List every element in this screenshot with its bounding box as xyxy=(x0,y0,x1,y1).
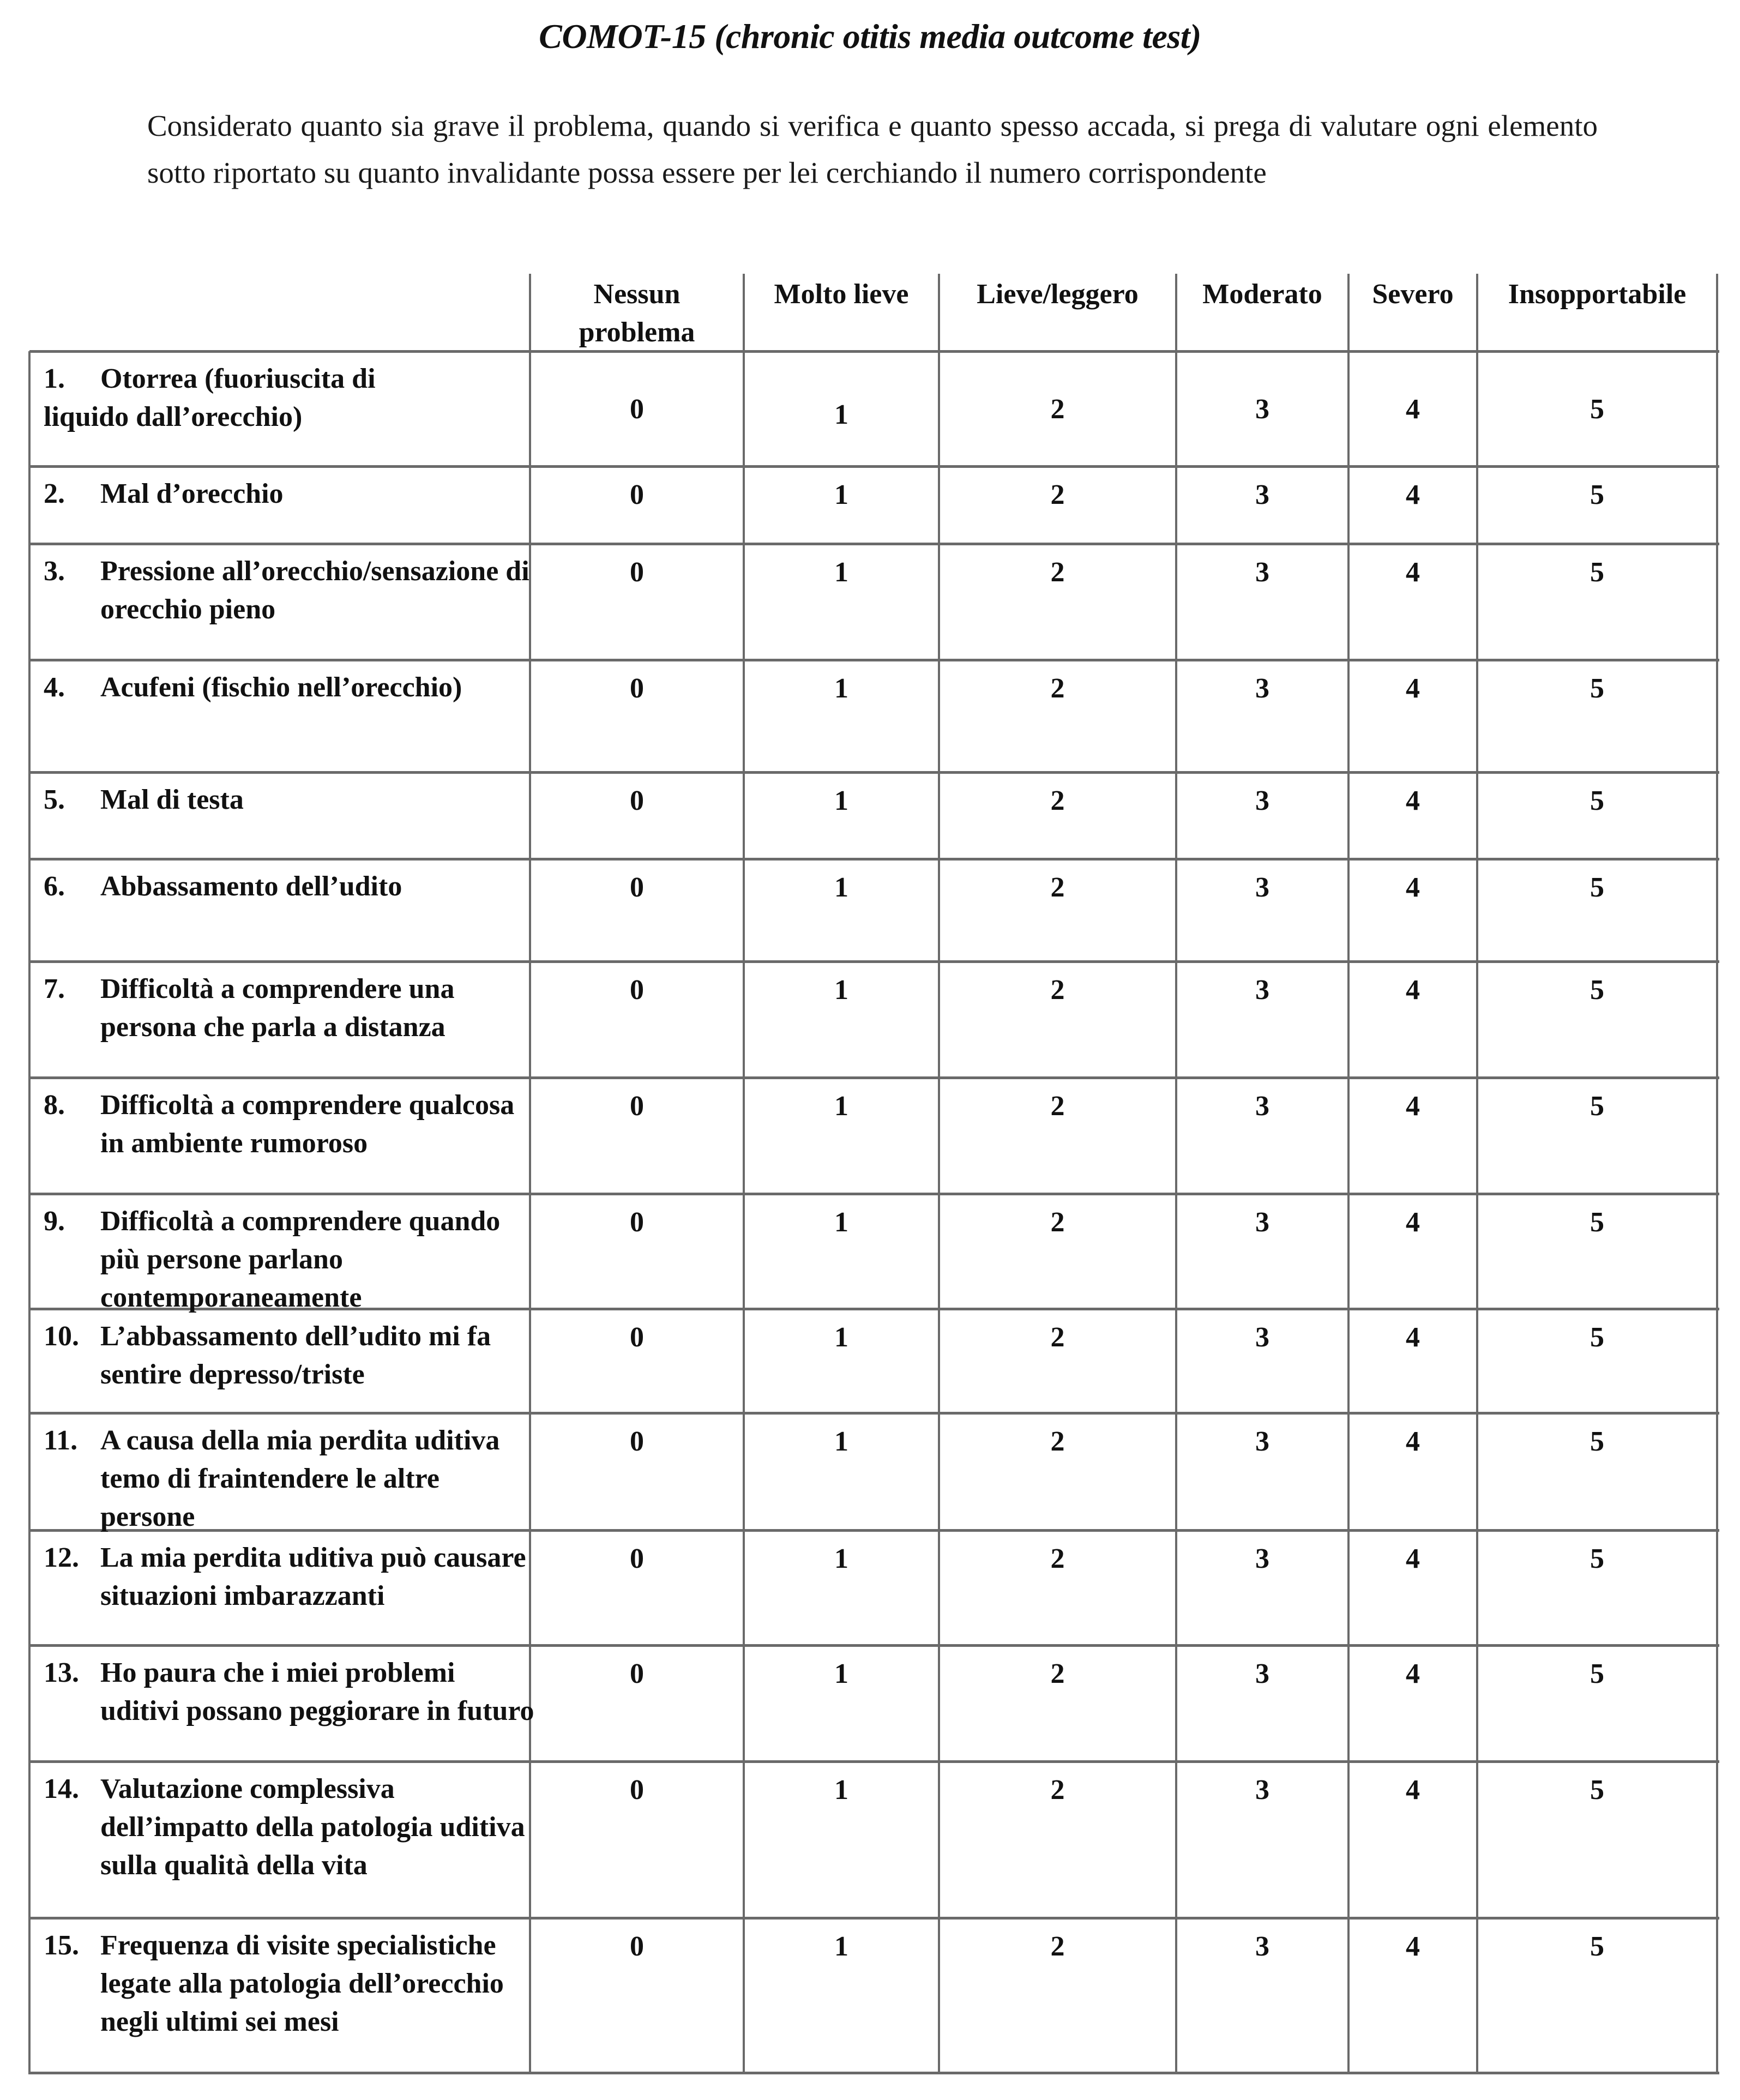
question-text: Mal d’orecchio xyxy=(100,478,284,509)
score-option[interactable]: 0 xyxy=(630,1091,644,1122)
question-text: L’abbassamento dell’udito mi fa sentire depresso/triste xyxy=(100,1321,491,1390)
question-number: 4. xyxy=(44,672,65,703)
score-option[interactable]: 5 xyxy=(1590,1322,1604,1353)
question-text: Mal di testa xyxy=(100,784,244,815)
score-option[interactable]: 5 xyxy=(1590,1931,1604,1962)
score-option[interactable]: 4 xyxy=(1406,1207,1420,1238)
question-text: Abbassamento dell’udito xyxy=(100,871,402,902)
question-text: Frequenza di visite specialistiche legate alla patologia dell’orecchio negli ultimi sei mesi xyxy=(100,1930,504,2037)
question-number: 2. xyxy=(44,478,65,509)
question-number: 11. xyxy=(44,1425,78,1456)
score-option[interactable]: 5 xyxy=(1590,1091,1604,1122)
row-divider xyxy=(29,465,1719,468)
document-title: COMOT-15 (chronic otitis media outcome test) xyxy=(539,17,1201,56)
score-option[interactable]: 4 xyxy=(1406,479,1420,510)
score-option[interactable]: 1 xyxy=(834,1931,848,1962)
question-text: Difficoltà a comprendere una persona che parla a distanza xyxy=(100,973,455,1043)
column-header: Molto lieve xyxy=(774,279,909,310)
score-option[interactable]: 4 xyxy=(1406,974,1420,1006)
question-text: A causa della mia perdita uditiva temo di fraintendere le altre persone xyxy=(100,1425,500,1532)
row-divider xyxy=(29,1412,1719,1415)
score-option[interactable]: 3 xyxy=(1255,1543,1269,1574)
score-option[interactable]: 1 xyxy=(834,673,848,704)
score-option[interactable]: 0 xyxy=(630,1543,644,1574)
score-option[interactable]: 1 xyxy=(834,1426,848,1457)
score-option[interactable]: 1 xyxy=(834,872,848,903)
score-option[interactable]: 1 xyxy=(834,1543,848,1574)
score-option[interactable]: 1 xyxy=(834,1658,848,1689)
score-option[interactable]: 4 xyxy=(1406,1322,1420,1353)
row-divider xyxy=(29,858,1719,861)
question-text: Ho paura che i miei problemi uditivi possano peggiorare in futuro xyxy=(100,1657,534,1726)
score-option[interactable]: 5 xyxy=(1590,785,1604,816)
row-divider xyxy=(29,2072,1719,2074)
score-option[interactable]: 2 xyxy=(1050,785,1065,816)
score-option[interactable]: 5 xyxy=(1590,872,1604,903)
question-text: Acufeni (fischio nell’orecchio) xyxy=(100,672,462,703)
score-option[interactable]: 3 xyxy=(1255,785,1269,816)
score-option[interactable]: 4 xyxy=(1406,394,1420,425)
score-option[interactable]: 3 xyxy=(1255,673,1269,704)
score-option[interactable]: 2 xyxy=(1050,1091,1065,1122)
score-option[interactable]: 0 xyxy=(630,974,644,1006)
score-option[interactable]: 0 xyxy=(630,1658,644,1689)
column-header: Nessun problema xyxy=(579,279,695,348)
score-option[interactable]: 5 xyxy=(1590,479,1604,510)
score-option[interactable]: 2 xyxy=(1050,394,1065,425)
question-number: 14. xyxy=(44,1773,79,1804)
score-option[interactable]: 2 xyxy=(1050,1426,1065,1457)
score-option[interactable]: 3 xyxy=(1255,1774,1269,1806)
score-option[interactable]: 2 xyxy=(1050,974,1065,1006)
score-option[interactable]: 0 xyxy=(630,479,644,510)
score-option[interactable]: 3 xyxy=(1255,1091,1269,1122)
score-option[interactable]: 3 xyxy=(1255,1207,1269,1238)
column-header: Moderato xyxy=(1202,279,1322,310)
score-option[interactable]: 1 xyxy=(834,479,848,510)
score-option[interactable]: 2 xyxy=(1050,557,1065,588)
question-number: 5. xyxy=(44,784,65,815)
score-option[interactable]: 2 xyxy=(1050,673,1065,704)
score-option[interactable]: 0 xyxy=(630,394,644,425)
score-option[interactable]: 1 xyxy=(834,1774,848,1806)
score-option[interactable]: 5 xyxy=(1590,1207,1604,1238)
score-option[interactable]: 0 xyxy=(630,1931,644,1962)
question-text: Pressione all’orecchio/sensazione di orecchio pieno xyxy=(100,556,529,625)
score-option[interactable]: 5 xyxy=(1590,1543,1604,1574)
score-option[interactable]: 0 xyxy=(630,1774,644,1806)
score-option[interactable]: 2 xyxy=(1050,1207,1065,1238)
score-option[interactable]: 4 xyxy=(1406,1426,1420,1457)
score-option[interactable]: 0 xyxy=(630,1322,644,1353)
score-option[interactable]: 3 xyxy=(1255,872,1269,903)
question-text: La mia perdita uditiva può causare situazioni imbarazzanti xyxy=(100,1542,526,1611)
score-option[interactable]: 1 xyxy=(834,1091,848,1122)
score-option[interactable]: 3 xyxy=(1255,1426,1269,1457)
score-option[interactable]: 0 xyxy=(630,1207,644,1238)
row-divider xyxy=(29,1076,1719,1079)
score-option[interactable]: 5 xyxy=(1590,557,1604,588)
question-text: Difficoltà a comprendere qualcosa in ambiente rumoroso xyxy=(100,1090,515,1159)
row-divider xyxy=(29,1644,1719,1647)
question-number: 15. xyxy=(44,1930,79,1961)
score-option[interactable]: 0 xyxy=(630,785,644,816)
score-option[interactable]: 0 xyxy=(630,1426,644,1457)
score-option[interactable]: 5 xyxy=(1590,394,1604,425)
question-number: 10. xyxy=(44,1321,79,1352)
column-divider xyxy=(28,351,31,2074)
question-number: 12. xyxy=(44,1542,79,1573)
question-number: 8. xyxy=(44,1090,65,1121)
score-option[interactable]: 3 xyxy=(1255,557,1269,588)
question-text: Otorrea (fuoriuscita di liquido dall’orecchio) xyxy=(44,363,376,432)
score-option[interactable]: 3 xyxy=(1255,1658,1269,1689)
score-option[interactable]: 3 xyxy=(1255,1931,1269,1962)
score-option[interactable]: 5 xyxy=(1590,1658,1604,1689)
score-option[interactable]: 1 xyxy=(834,1322,848,1353)
instructions-paragraph: Considerato quanto sia grave il problema, quando si verifica e quanto spesso accada, si prega di valutare ogni elemento sotto riportato su quanto invalidante possa essere per lei cerchiando il numero corrispondente xyxy=(147,109,1598,189)
score-option[interactable]: 4 xyxy=(1406,673,1420,704)
score-option[interactable]: 0 xyxy=(630,872,644,903)
score-option[interactable]: 4 xyxy=(1406,1931,1420,1962)
score-option[interactable]: 4 xyxy=(1406,1658,1420,1689)
score-option[interactable]: 2 xyxy=(1050,1931,1065,1962)
score-option[interactable]: 2 xyxy=(1050,1543,1065,1574)
score-option[interactable]: 5 xyxy=(1590,1774,1604,1806)
score-option[interactable]: 0 xyxy=(630,557,644,588)
row-divider xyxy=(29,543,1719,545)
question-text: Difficoltà a comprendere quando più persone parlano contemporaneamente xyxy=(100,1206,501,1313)
score-option[interactable]: 1 xyxy=(834,557,848,588)
score-option[interactable]: 1 xyxy=(834,785,848,816)
score-option[interactable]: 1 xyxy=(834,974,848,1006)
row-divider xyxy=(29,1193,1719,1195)
question-number: 9. xyxy=(44,1206,65,1237)
score-option[interactable]: 1 xyxy=(834,399,848,430)
score-option[interactable]: 4 xyxy=(1406,785,1420,816)
score-option[interactable]: 3 xyxy=(1255,479,1269,510)
score-option[interactable]: 4 xyxy=(1406,557,1420,588)
score-option[interactable]: 2 xyxy=(1050,1658,1065,1689)
score-option[interactable]: 4 xyxy=(1406,1091,1420,1122)
score-option[interactable]: 4 xyxy=(1406,1543,1420,1574)
column-header: Severo xyxy=(1372,279,1454,310)
question-number: 6. xyxy=(44,871,65,902)
score-option[interactable]: 3 xyxy=(1255,974,1269,1006)
score-option[interactable]: 5 xyxy=(1590,1426,1604,1457)
question-number: 7. xyxy=(44,973,65,1004)
column-header: Insopportabile xyxy=(1508,279,1687,310)
question-number: 13. xyxy=(44,1657,79,1688)
score-option[interactable]: 4 xyxy=(1406,872,1420,903)
score-option[interactable]: 2 xyxy=(1050,1322,1065,1353)
row-divider xyxy=(29,1917,1719,1920)
score-option[interactable]: 5 xyxy=(1590,974,1604,1006)
row-divider xyxy=(29,771,1719,774)
column-header: Lieve/leggero xyxy=(977,279,1139,310)
header-divider xyxy=(29,350,1719,353)
row-divider xyxy=(29,1760,1719,1763)
score-option[interactable]: 4 xyxy=(1406,1774,1420,1806)
score-option[interactable]: 1 xyxy=(834,1207,848,1238)
score-option[interactable]: 0 xyxy=(630,673,644,704)
question-number: 3. xyxy=(44,556,65,587)
row-divider xyxy=(29,659,1719,661)
score-option[interactable]: 5 xyxy=(1590,673,1604,704)
row-divider xyxy=(29,960,1719,963)
score-option[interactable]: 2 xyxy=(1050,479,1065,510)
question-number: 1. xyxy=(44,363,65,394)
score-option[interactable]: 3 xyxy=(1255,1322,1269,1353)
score-option[interactable]: 3 xyxy=(1255,394,1269,425)
score-option[interactable]: 2 xyxy=(1050,872,1065,903)
score-option[interactable]: 2 xyxy=(1050,1774,1065,1806)
question-text: Valutazione complessiva dell’impatto della patologia uditiva sulla qualità della vita xyxy=(100,1773,525,1881)
